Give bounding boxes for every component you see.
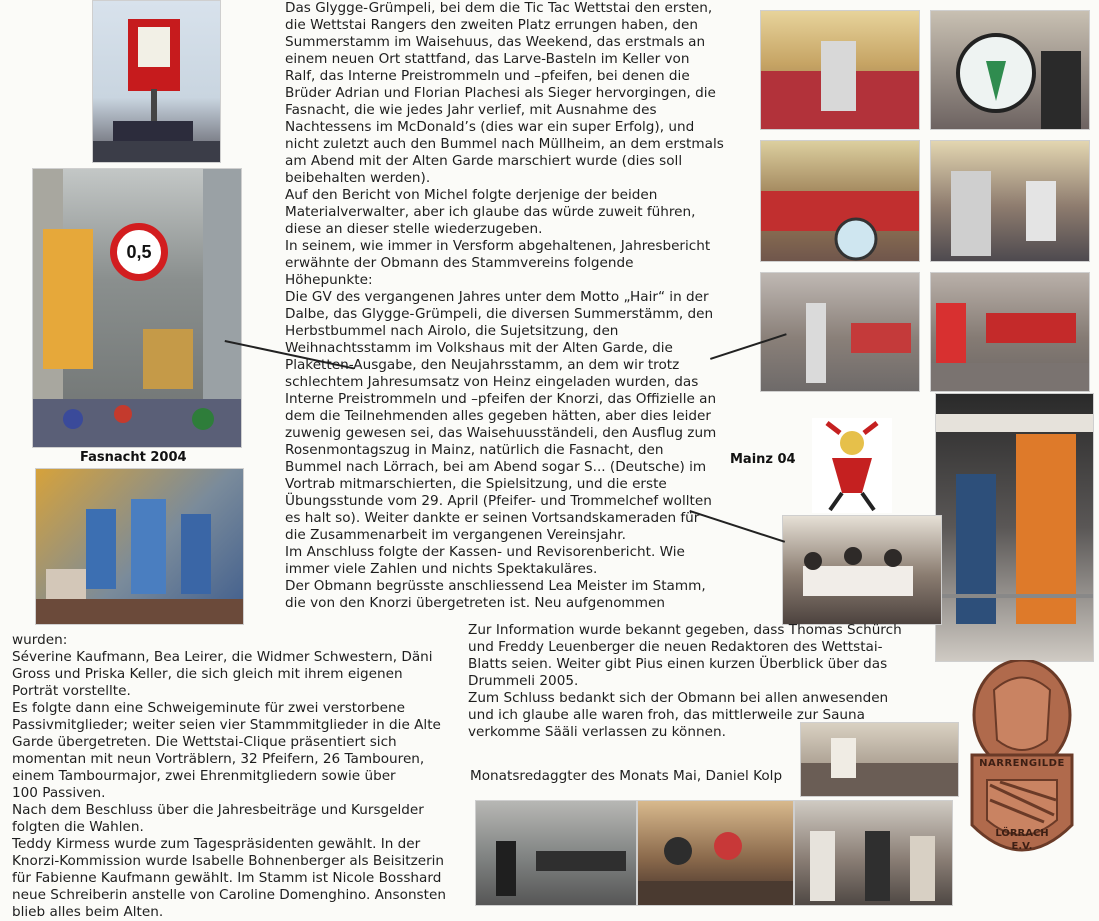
photo-bottom-bar	[637, 800, 794, 906]
caption-fasnacht: Fasnacht 2004	[80, 450, 187, 465]
photo-bottom-street	[475, 800, 637, 906]
photo-meeting-room	[782, 515, 942, 625]
narrengilde-badge	[952, 660, 1092, 880]
sign-text: 0,5	[126, 241, 152, 262]
photo-clique-group	[35, 468, 244, 625]
article-text-bottom-left: wurden: Séverine Kaufmann, Bea Leirer, die Widmer Schwestern, Däni Gross und Priska Keller, die sich gleich mit ihrem eigenen Porträt vorstellte. Es folgte dann eine Schweigeminute für zwei verstorbene Passivmitglieder; weiter seien vier Stammmitglieder in die Alte Garde übergetreten. Die Wettstai-Clique präsentiert sich momentan mit neun Vorträblern, 32 Pfeifern, 26 Tambouren, einem Tambourmajor, zwei Ehrenmitgliedern sowie über 100 Passiven. Nach dem Beschluss über die Jahresbeiträge und Kursgelder folgten die Wahlen. Teddy Kirmess wurde zum Tagespräsidenten gewählt. In der Knorzi-Kommission wurde Isabelle Bohnenberger als Beisitzerin für Fabienne Kaufmann gewählt. Im Stamm ist Nicole Bosshard neue Schreiberin anstelle von Caroline Domenghino. Ansonsten blieb alles beim Alten.	[12, 632, 446, 920]
caption-mainz: Mainz 04	[730, 452, 796, 467]
photo-street-2	[930, 272, 1090, 392]
photo-bottom-group	[794, 800, 953, 906]
badge-label-bottom: LÖRRACH	[995, 828, 1049, 839]
photo-street-1	[760, 272, 920, 392]
sign-half	[110, 223, 168, 281]
article-text-bottom-right: Zur Information wurde bekannt gegeben, dass Thomas Schürch und Freddy Leuenberger die neuen Redaktoren des Wettstai- Blatts seien. Weiter gibt Pius einen kurzen Überblick über das Drummeli 2005. Zum Schluss bedankt sich der Obmann bei allen anwesenden und ich glaube alle waren froh, das mittlerweile zur Sauna verkomme Sääli verlassen zu können.	[468, 622, 902, 740]
article-signature: Monatsredaggter des Monats Mai, Daniel Kolp	[470, 768, 783, 784]
photo-hall-3	[760, 140, 920, 262]
badge-label-ev: E.V.	[1011, 841, 1033, 852]
article-text-top: Das Glygge-Grümpeli, bei dem die Tic Tac Wettstai den ersten, die Wettstai Rangers den zweiten Platz errungen haben, den Summerstamm im Waisehuus, das Weekend, das erstmals an einem neuen Ort stattfand, das Larve-Basteln im Keller von Ralf, das Interne Preistrommeln und –pfeifen, bei denen die Brüder Adrian und Florian Plachesi als Sieger hervorgingen, die Fasnacht, die wie jedes Jahr verlief, mit Ausnahme des Nachtessens im McDonald’s (dies war ein super Erfolg), und nicht zuletzt auch den Bummel nach Müllheim, an dem erstmals am Abend mit der Alten Garde marschiert wurde (dies soll beibehalten werden). Auf den Bericht von Michel folgte derjenige der beiden Materialverwalter, aber ich glaube das würde zuweit führen, diese an dieser stelle wiederzugeben. In seinem, wie immer in Versform abgehaltenen, Jahresbericht erwähnte der Obmann des Stammvereins folgende Höhepunkte: Die GV des vergangenen Jahres unter dem Motto „Hair“ in der Dalbe, das Glygge-Grümpeli, die diversen Summerstämm, den Herbstbummel nach Airolo, die Sujetsitzung, den Weihnachtsstamm im Volkshaus mit der Alten Garde, die Plaketten-Ausgabe, den Neujahrsstamm, an dem wir trotz schlechtem Jahresumsatz von Heinz eingeladen wurden, das Interne Preistrommeln und –pfeifen der Knorzi, das Offizielle an dem die Teilnehmenden alles gegeben hätten, aber dies leider zuwenig gewesen sei, das Waisehuusständeli, den Ausflug zum Rosenmontagszug in Mainz, natürlich die Fasnacht, den Bummel nach Lörrach, bei am Abend sogar S... (Deutsche) im Vortrab mitmarschierten, die Spielsitzung, und die erste Übungsstunde vom 29. April (Pfeifer- und Trommelchef wollten es halt so). Weiter dankte er seinen Vortsandskameraden für die Zusammenarbeit im vergangenen Vereinsjahr. Im Anschluss folgte der Kassen- und Revisorenbericht. Wie immer viele Zahlen und nichts Spektakuläres. Der Obmann begrüsste anschliessend Lea Meister im Stamm, die von den Knorzi übergetreten ist. Neu aufgenommen	[285, 0, 724, 611]
photo-hall-2	[930, 10, 1090, 130]
photo-lantern	[92, 0, 221, 163]
badge-label-top: NARRENGILDE	[979, 758, 1065, 769]
photo-hall-1	[760, 10, 920, 130]
photo-costume	[935, 393, 1094, 662]
photo-fasnacht-parade	[32, 168, 242, 448]
photo-hall-4	[930, 140, 1090, 262]
photo-jester-drawing	[812, 418, 892, 513]
